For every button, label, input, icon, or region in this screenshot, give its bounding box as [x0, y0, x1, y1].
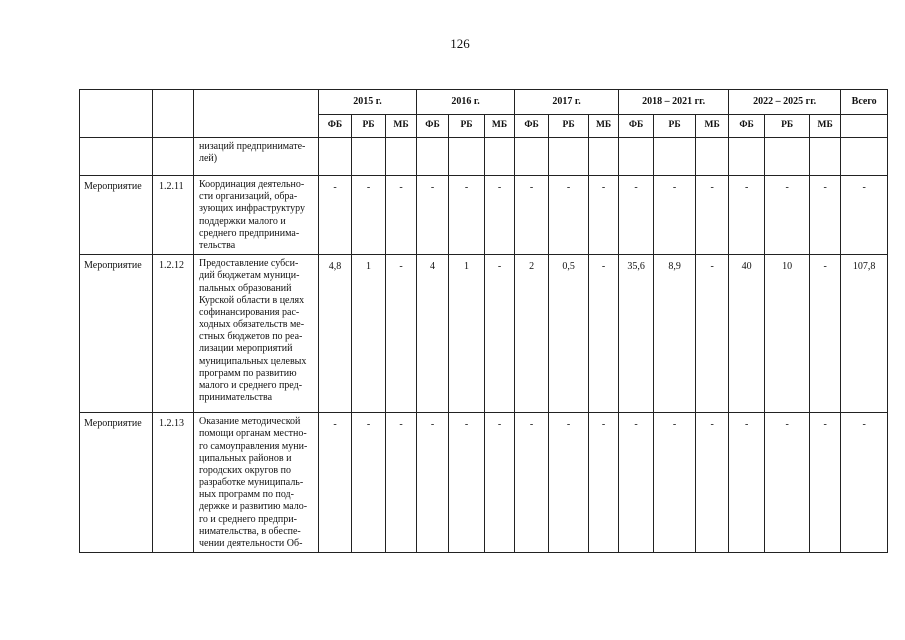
- table-row: [80, 413, 888, 553]
- value-cell: 4: [417, 255, 449, 413]
- header-mb: МБ: [386, 115, 417, 138]
- value-cell: -: [417, 176, 449, 255]
- header-mb: МБ: [589, 115, 619, 138]
- header-years-2018-2021: 2018 – 2021 гг.: [619, 90, 729, 115]
- row-type: Мероприятие: [80, 413, 153, 553]
- value-cell: -: [319, 413, 352, 553]
- header-fb: ФБ: [319, 115, 352, 138]
- value-cell: 2: [515, 255, 549, 413]
- row-name: Координация деятельно- сти организаций, обра- зующих инфраструктуру поддержки малого и среднего предпринима- тельства: [194, 176, 319, 255]
- page-number: 126: [450, 36, 470, 51]
- value-cell: -: [515, 176, 549, 255]
- total-cell: 107,8: [841, 255, 888, 413]
- value-cell: -: [485, 413, 515, 553]
- value-cell: -: [485, 255, 515, 413]
- value-cell: -: [589, 176, 619, 255]
- header-rb: РБ: [352, 115, 386, 138]
- value-cell: -: [810, 176, 841, 255]
- header-mb: МБ: [696, 115, 729, 138]
- value-cell: -: [549, 413, 589, 553]
- value-cell: -: [386, 176, 417, 255]
- value-cell: -: [619, 413, 654, 553]
- value-cell: 10: [765, 255, 810, 413]
- header-fb: ФБ: [619, 115, 654, 138]
- header-rb: РБ: [549, 115, 589, 138]
- header-year-2015: 2015 г.: [319, 90, 417, 115]
- header-fb: ФБ: [729, 115, 765, 138]
- header-fb: ФБ: [417, 115, 449, 138]
- value-cell: -: [810, 255, 841, 413]
- row-type: Мероприятие: [80, 176, 153, 255]
- value-cell: -: [619, 176, 654, 255]
- table-row: [80, 255, 888, 413]
- continuation-name: низаций предпринимате- лей): [194, 138, 319, 176]
- value-cell: -: [515, 413, 549, 553]
- row-name: Оказание методической помощи органам местно- го самоуправления муни- ципальных районов и городских округов по разработке муниципаль- ных программ по под- держке и развитию мало- го и среднего предпри- нимательства, в обеспе- чении деятельности Об-: [194, 413, 319, 553]
- total-cell: -: [841, 176, 888, 255]
- header-years-2022-2025: 2022 – 2025 гг.: [729, 90, 841, 115]
- value-cell: -: [729, 413, 765, 553]
- value-cell: -: [765, 413, 810, 553]
- header-row-years: [80, 90, 888, 115]
- value-cell: 1: [352, 255, 386, 413]
- value-cell: -: [589, 413, 619, 553]
- value-cell: -: [386, 413, 417, 553]
- header-type-cell: [80, 90, 153, 138]
- value-cell: 0,5: [549, 255, 589, 413]
- value-cell: 8,9: [654, 255, 696, 413]
- header-mb: МБ: [485, 115, 515, 138]
- table-body: [80, 138, 888, 553]
- header-total: Всего: [841, 90, 888, 115]
- header-rb: РБ: [654, 115, 696, 138]
- value-cell: -: [589, 255, 619, 413]
- value-cell: 4,8: [319, 255, 352, 413]
- value-cell: 40: [729, 255, 765, 413]
- header-rb: РБ: [765, 115, 810, 138]
- value-cell: -: [696, 413, 729, 553]
- header-rb: РБ: [449, 115, 485, 138]
- value-cell: -: [549, 176, 589, 255]
- value-cell: -: [654, 413, 696, 553]
- header-number-cell: [153, 90, 194, 138]
- value-cell: -: [810, 413, 841, 553]
- header-year-2016: 2016 г.: [417, 90, 515, 115]
- value-cell: -: [696, 255, 729, 413]
- row-name: Предоставление субси- дий бюджетам муници- пальных образований Курской области в целях софинансирования рас- ходных обязательств ме- стных бюджетов по реа- лизации мероприятий муниципальных целевых программ по развитию малого и среднего пред- принимательства: [194, 255, 319, 413]
- value-cell: -: [449, 413, 485, 553]
- value-cell: -: [696, 176, 729, 255]
- continuation-row: [80, 138, 888, 176]
- value-cell: -: [729, 176, 765, 255]
- value-cell: -: [765, 176, 810, 255]
- row-number: 1.2.11: [153, 176, 194, 255]
- value-cell: -: [485, 176, 515, 255]
- value-cell: -: [386, 255, 417, 413]
- value-cell: -: [352, 413, 386, 553]
- header-name-cell: [194, 90, 319, 138]
- row-number: 1.2.13: [153, 413, 194, 553]
- header-total-empty: [841, 115, 888, 138]
- value-cell: -: [352, 176, 386, 255]
- value-cell: 1: [449, 255, 485, 413]
- table-row: [80, 176, 888, 255]
- value-cell: -: [654, 176, 696, 255]
- value-cell: -: [449, 176, 485, 255]
- row-type: Мероприятие: [80, 255, 153, 413]
- value-cell: 35,6: [619, 255, 654, 413]
- header-year-2017: 2017 г.: [515, 90, 619, 115]
- header-mb: МБ: [810, 115, 841, 138]
- header-fb: ФБ: [515, 115, 549, 138]
- row-number: 1.2.12: [153, 255, 194, 413]
- total-cell: -: [841, 413, 888, 553]
- value-cell: -: [417, 413, 449, 553]
- value-cell: -: [319, 176, 352, 255]
- budget-table: [79, 89, 888, 553]
